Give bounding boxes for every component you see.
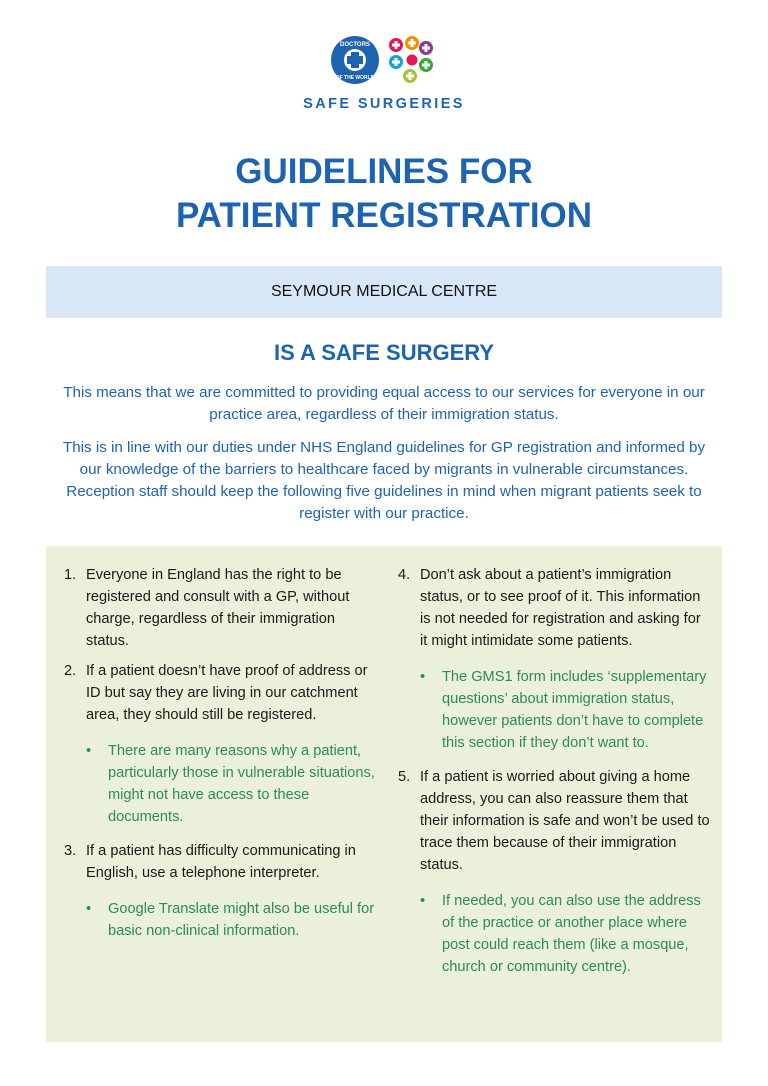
bullet-icon: • — [420, 669, 426, 685]
badge-text-top: DOCTORS — [340, 42, 370, 48]
colored-cross-flower-icon — [389, 36, 433, 83]
title-line-1: GUIDELINES FOR — [235, 152, 533, 191]
intro-paragraph-1: This means that we are committed to providing equal access to our services for everyone in our practice area, regardless of their immigration status. — [63, 384, 705, 423]
guideline-text: If a patient doesn’t have proof of address or ID but say they are living in our catchment area, they should still be registered. — [86, 663, 368, 723]
guideline-number: 2. — [64, 663, 77, 679]
bullet-icon: • — [86, 743, 92, 759]
guideline-item-2 — [64, 660, 376, 726]
bullet-text: The GMS1 form includes ‘supplementary questions’ about immigration status, however patients don’t have to complete this section if they don’t want to. — [442, 669, 707, 751]
page-title — [0, 150, 768, 238]
guideline-text: If a patient is worried about giving a home address, you can also reassure them that their information is safe and won’t be used to trace them because of their immigration status. — [420, 769, 710, 873]
intro-text — [62, 382, 706, 536]
guideline-text: Everyone in England has the right to be registered and consult with a GP, without charge, regardless of their immigration status. — [86, 567, 350, 649]
guideline-text: If a patient has difficulty communicating in English, use a telephone interpreter. — [86, 843, 356, 881]
guideline-item-4 — [398, 564, 710, 652]
guideline-5-bullet — [398, 890, 710, 978]
practice-name-banner — [46, 266, 722, 318]
title-line-2: PATIENT REGISTRATION — [175, 196, 593, 235]
safe-surgeries-logo — [0, 34, 768, 118]
guideline-item-1 — [64, 564, 376, 652]
guideline-item-5 — [398, 766, 710, 876]
guideline-2-bullet — [64, 740, 376, 828]
bullet-text: There are many reasons why a patient, particularly those in vulnerable situations, might not have access to these documents. — [108, 743, 375, 825]
guideline-number: 4. — [398, 567, 411, 583]
bullet-text: If needed, you can also use the address of the practice or another place where post could reach them (like a mosque, church or community centre). — [442, 893, 701, 975]
practice-name: SEYMOUR MEDICAL CENTRE — [270, 283, 498, 300]
bullet-icon: • — [420, 893, 426, 909]
guideline-number: 3. — [64, 843, 77, 859]
guideline-number: 5. — [398, 769, 411, 785]
guideline-item-3 — [64, 840, 376, 884]
doctors-of-the-world-badge — [331, 36, 379, 84]
guideline-4-bullet — [398, 666, 710, 754]
bullet-text: Google Translate might also be useful for basic non-clinical information. — [108, 901, 375, 939]
brand-name: SAFE SURGERIES — [303, 96, 465, 112]
guidelines-panel — [46, 546, 722, 1042]
guidelines-column-left — [64, 564, 376, 954]
badge-text-bottom: OF THE WORLD — [335, 75, 375, 81]
guideline-number: 1. — [64, 567, 77, 583]
guideline-3-bullet — [64, 898, 376, 942]
logo-icons — [330, 34, 440, 86]
intro-paragraph-2: This is in line with our duties under NHS England guidelines for GP registration and informed by our knowledge of the barriers to healthcare faced by migrants in vulnerable circumstances. Reception staff should keep the following five guidelines in mind when migrant patients seek to register with our practice. — [62, 439, 706, 522]
guideline-text: Don’t ask about a patient’s immigration status, or to see proof of it. This information is not needed for registration and asking for it might intimidate some patients. — [420, 567, 701, 649]
bullet-icon: • — [86, 901, 92, 917]
guidelines-column-right — [398, 564, 710, 990]
subtitle: IS A SAFE SURGERY — [273, 340, 495, 365]
